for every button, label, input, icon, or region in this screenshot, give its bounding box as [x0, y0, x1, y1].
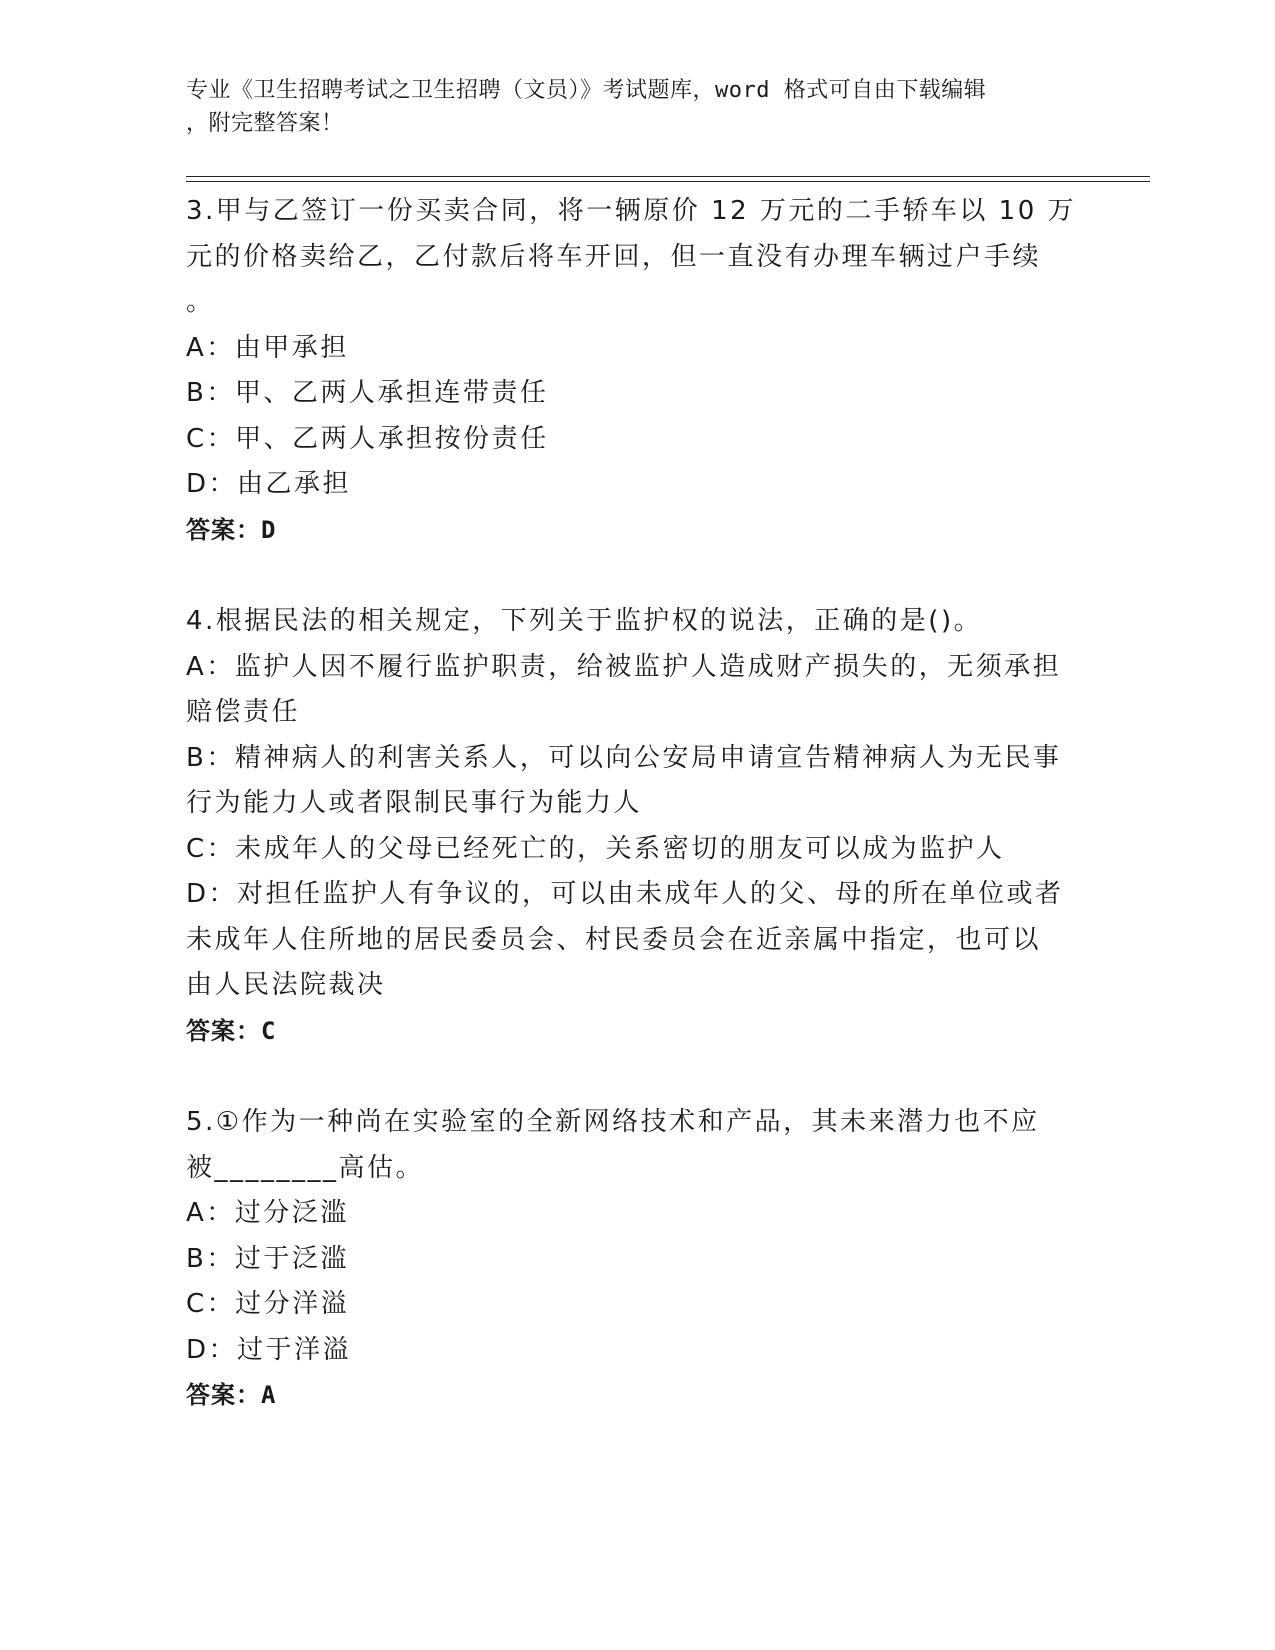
- option-d: D：由乙承担: [186, 469, 352, 499]
- option-b-continued: 行为能力人或者限制民事行为能力人: [186, 788, 643, 818]
- question-item: [186, 1100, 1086, 1419]
- option-d: D：对担任监护人有争议的，可以由未成年人的父、母的所在单位或者: [186, 879, 1064, 909]
- option-d-continued: 未成年人住所地的居民委员会、村民委员会在近亲属中指定，也可以: [186, 924, 1042, 955]
- option-a: A：监护人因不履行监护职责，给被监护人造成财产损失的，无须承担: [186, 651, 1062, 682]
- option-d-continued: 由人民法院裁决: [186, 970, 386, 1000]
- answer-label: 答案：D: [186, 515, 277, 544]
- option-c: C：未成年人的父母已经死亡的，关系密切的朋友可以成为监护人: [186, 833, 1005, 864]
- header-line: ，附完整答案！: [186, 111, 344, 136]
- question-list: [186, 189, 1086, 1419]
- header-divider-bottom: [186, 181, 1150, 182]
- question-text: 5.①作为一种尚在实验室的全新网络技术和产品，其未来潜力也不应: [186, 1107, 1040, 1137]
- document-header: [186, 74, 1076, 140]
- answer-label: 答案：A: [186, 1381, 277, 1409]
- option-b: B：甲、乙两人承担连带责任: [186, 378, 549, 408]
- question-text: 4.根据民法的相关规定，下列关于监护权的说法，正确的是()。: [186, 606, 983, 636]
- question-spacer: [186, 1054, 1086, 1100]
- option-d: D：过于洋溢: [186, 1334, 352, 1365]
- question-text: 元的价格卖给乙，乙付款后将车开回，但一直没有办理车辆过户手续: [186, 241, 1042, 272]
- option-a: A：过分泛滥: [186, 1198, 349, 1228]
- question-item: [186, 189, 1086, 553]
- option-a-continued: 赔偿责任: [186, 697, 301, 727]
- option-a: A：由甲承担: [186, 332, 349, 363]
- option-c: C：过分洋溢: [186, 1289, 350, 1319]
- answer-label: 答案：C: [186, 1016, 277, 1045]
- question-item: [186, 599, 1086, 1054]
- question-text: 3.甲与乙签订一份买卖合同，将一辆原价 12 万元的二手轿车以 10 万: [186, 196, 1077, 226]
- option-c: C：甲、乙两人承担按份责任: [186, 423, 549, 454]
- header-divider-top: [186, 176, 1150, 177]
- option-b: B：精神病人的利害关系人，可以向公安局申请宣告精神病人为无民事: [186, 742, 1062, 773]
- question-text: 被________高估。: [186, 1152, 425, 1183]
- option-b: B：过于泛滥: [186, 1243, 349, 1274]
- question-text: 。: [186, 287, 215, 317]
- question-spacer: [186, 553, 1086, 599]
- header-line: 专业《卫生招聘考试之卫生招聘（文员）》考试题库，word 格式可自由下载编辑: [186, 78, 987, 103]
